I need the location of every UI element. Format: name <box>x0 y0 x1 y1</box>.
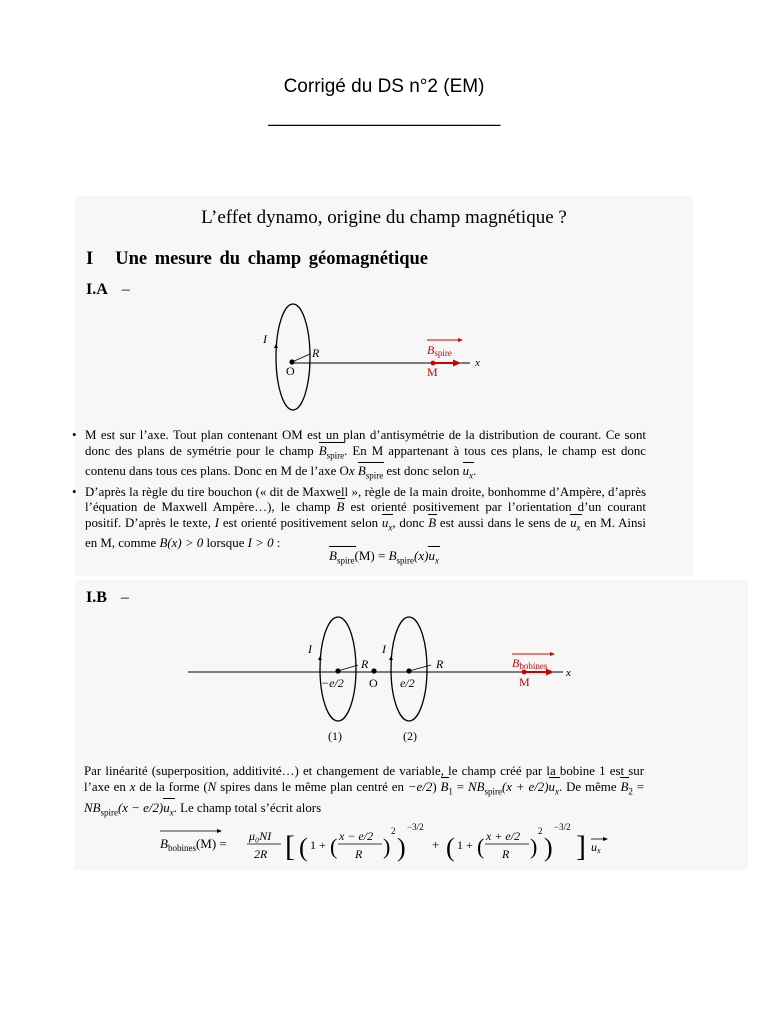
label-o2: O <box>369 676 378 690</box>
eq1-b2: B <box>388 548 397 563</box>
b1-sub: 1 <box>448 786 453 797</box>
b2-sub: 2 <box>628 786 633 797</box>
eq2-u: u <box>591 840 597 854</box>
b1-vector <box>441 779 449 795</box>
eq2-one-2: 1 + <box>457 838 473 852</box>
ux-vector-3 <box>570 516 580 536</box>
para-eq-2: = <box>632 780 645 794</box>
eq2-paren-open-1: ( <box>299 833 308 862</box>
subsection-b-heading <box>86 589 129 607</box>
linearity-paragraph <box>84 763 644 820</box>
b2-vector <box>620 779 628 795</box>
para-nb-2: NB <box>84 800 101 815</box>
bullet2-text-8: : <box>273 535 281 550</box>
b-symbol: B <box>318 443 327 458</box>
center-1 <box>335 668 340 673</box>
b-sub-2: spire <box>365 470 384 481</box>
u3-symbol: u <box>570 515 577 530</box>
radius-line-2 <box>409 665 431 671</box>
subsection-a-label: I.A <box>86 281 108 298</box>
label-coil-1: (1) <box>328 729 342 743</box>
eq1-ux <box>428 548 439 566</box>
bullet1-text-4: . <box>473 463 477 478</box>
bullet2-text-7: lorsque <box>203 535 248 550</box>
ux-vector <box>463 464 473 484</box>
para-text-5: . De même <box>559 780 621 794</box>
u2-symbol: u <box>381 515 389 530</box>
bullet2-text-3: est orienté positivement selon <box>219 515 382 530</box>
eq1-b-sub: spire <box>337 555 355 566</box>
b-spire-vector <box>319 444 344 464</box>
label-pos-e2: e/2 <box>400 676 415 690</box>
eq1-u-sub: x <box>434 555 439 566</box>
ux-vector-2 <box>382 516 392 536</box>
center-o <box>371 668 376 673</box>
section-heading <box>86 249 428 270</box>
eq2-ux <box>591 840 601 855</box>
para-u-sub-2: x <box>169 807 174 818</box>
b-bobines-overarrow-head <box>550 652 555 656</box>
radius-line <box>292 354 310 362</box>
bullet2-text-1: D’après la règle du tire bouchon (« dit de Maxwell », règle de la main droite, bonhomme d’Ampère, d’après l’équation de Maxwell Ampère…), le champ <box>85 484 646 515</box>
label-b: B <box>427 343 435 357</box>
condition-b: B(x) > 0 <box>159 535 204 550</box>
para-text-1: Par linéarité (superposition, additivité…) et changement de variable, le champ créé par la bobine 1 est sur l’axe en <box>84 764 644 794</box>
b-symbol-2: B <box>357 463 366 478</box>
para-u-2: u <box>163 800 170 815</box>
bullet2-text-4: , donc <box>392 515 429 530</box>
eq2-ux-overarrow-head <box>603 837 608 841</box>
eq2-paren-close-2: ) <box>544 833 553 862</box>
b1-symbol: B <box>440 780 449 794</box>
figure-bobines <box>180 612 590 748</box>
eq2-u-sub: x <box>597 846 601 855</box>
eq2-numerator: μ₀NI <box>249 829 272 843</box>
para-spire-2: spire <box>100 807 118 818</box>
label-r2: R <box>436 657 444 671</box>
bullet-list <box>71 428 646 552</box>
label-m: M <box>427 365 438 379</box>
label-i2: I <box>382 642 386 656</box>
u2-sub: x <box>388 522 393 533</box>
label-i: I <box>263 332 267 346</box>
u3-sub: x <box>576 522 581 533</box>
label-r: R <box>312 346 320 360</box>
x-symbol: x <box>348 463 355 478</box>
section-title: Une mesure du champ géomagnétique <box>115 249 428 269</box>
center-2 <box>406 668 411 673</box>
b-vector <box>337 500 345 516</box>
eq2-f2-den: R <box>502 847 510 861</box>
eq2-b-sub: bobines <box>167 843 196 853</box>
current-arrow <box>274 344 278 348</box>
para-u-1: u <box>548 780 555 794</box>
b-spire-vector-2 <box>358 464 383 484</box>
para-n: N <box>207 780 217 794</box>
bullet1-text-2: . En M appartenant à tous ces plans, le champ est donc contenu dans tous ces plans. Donc en M de l’axe O <box>85 443 647 478</box>
eq2-denominator: 2R <box>254 847 268 861</box>
eq2-inner-paren-close-1: ) <box>383 834 391 859</box>
para-text-4: ) <box>432 780 441 794</box>
b2-symbol: B <box>620 780 629 794</box>
bullet2-text-5: est aussi dans le sens de <box>436 515 571 530</box>
eq2-f2-num: x + e/2 <box>486 829 521 843</box>
label-neg-e2: −e/2 <box>321 676 344 690</box>
eq2-pow-2: −3/2 <box>554 822 571 832</box>
eq2-pow-1: −3/2 <box>407 822 424 832</box>
eq2-bracket-open: [ <box>285 830 295 863</box>
eq2-lhs <box>160 836 227 853</box>
subsection-b-dash: – <box>120 589 129 606</box>
para-arg-1: (x + e/2) <box>501 780 549 794</box>
eq2-arg-m: (M) = <box>195 836 227 851</box>
label-b2: B <box>512 656 520 670</box>
loop <box>276 304 310 410</box>
i-symbol: I <box>214 515 220 530</box>
subsection-a-heading <box>86 281 130 299</box>
eq1-arg-x: (x) <box>414 548 429 563</box>
label-i1: I <box>308 642 312 656</box>
subsection-a-dash: – <box>121 281 130 298</box>
bullet1-text-3: est donc selon <box>383 463 463 478</box>
eq2-plus: + <box>432 837 440 852</box>
label-r1: R <box>361 657 369 671</box>
eq2-inner-paren-open-2: ( <box>477 834 485 859</box>
label-b-bobines <box>512 656 548 671</box>
b-vector-2 <box>428 516 436 532</box>
subsection-b-label: I.B <box>86 589 107 606</box>
condition-i: I > 0 <box>247 535 274 550</box>
eq1-b: B <box>329 548 337 563</box>
u-sub: x <box>469 470 474 481</box>
para-nb-1: NB <box>467 780 485 794</box>
label-b-spire <box>427 343 452 358</box>
eq1-b2-sub: spire <box>396 555 415 566</box>
eq2-paren-close-1: ) <box>397 833 406 862</box>
eq2-square-1: 2 <box>391 826 396 836</box>
b-spire-overarrow-head <box>458 338 463 342</box>
eq2-paren-open-2: ( <box>446 833 455 862</box>
u-symbol: u <box>462 463 470 478</box>
radius-line-1 <box>338 665 358 671</box>
label-m2: M <box>519 675 530 689</box>
eq1-u: u <box>428 548 435 563</box>
para-center: −e/2 <box>407 780 433 794</box>
eq2-f1-num: x − e/2 <box>339 829 374 843</box>
eq2-one-1: 1 + <box>310 838 326 852</box>
section-number: I <box>86 249 94 269</box>
para-x: x <box>129 780 136 794</box>
label-x2: x <box>566 667 571 679</box>
eq2-square-2: 2 <box>538 826 543 836</box>
article-title: L’effet dynamo, origine du champ magnétique ? <box>201 207 567 228</box>
document-title: Corrigé du DS n°2 (EM) <box>283 76 485 97</box>
current-arrow-2 <box>389 656 393 660</box>
para-text-3: spires dans le même plan centré en <box>216 780 408 794</box>
eq1-arg-m: (M) = <box>354 548 389 563</box>
b-sub: spire <box>326 450 345 461</box>
label-b-sub: spire <box>434 348 452 358</box>
eq2-overarrow-head <box>217 829 222 833</box>
para-text-2: de la forme ( <box>135 780 208 794</box>
para-ux-1 <box>549 779 559 800</box>
field-arrowhead <box>453 360 461 367</box>
label-o: O <box>286 364 295 378</box>
eq2-b: B <box>160 836 168 851</box>
equation-b-spire <box>0 548 768 566</box>
equation-b-bobines <box>158 818 618 874</box>
bullet2-text-6: en M. Ainsi en M, comme <box>85 515 647 550</box>
eq1-b-vector <box>329 548 354 566</box>
label-b2-sub: bobines <box>519 661 548 671</box>
para-eq-1: = <box>452 780 468 794</box>
bullet2-text-2: est orienté positivement par l’orientation d’un courant positif. D’après le texte, <box>85 500 646 530</box>
eq2-bracket-close: ] <box>576 830 586 863</box>
current-arrow-1 <box>318 656 322 660</box>
bullet-orientation <box>71 485 646 552</box>
para-arg-2: (x − e/2) <box>117 800 164 815</box>
figure-spire <box>255 300 495 416</box>
para-text-6: . Le champ total s’écrit alors <box>173 800 322 815</box>
eq2-inner-paren-open-1: ( <box>330 834 338 859</box>
para-spire-1: spire <box>484 786 502 797</box>
label-x: x <box>475 357 480 369</box>
label-coil-2: (2) <box>403 729 417 743</box>
bullet1-text-1: M est sur l’axe. Tout plan contenant OM est un plan d’antisymétrie de la distribution de courant. Ce sont donc des plans de symétrie pour le champ <box>85 428 646 458</box>
title-underline: _______________________ <box>268 106 500 127</box>
bullet-symmetry <box>71 428 646 484</box>
para-u-sub-1: x <box>555 786 559 797</box>
b2-symbol-2: B <box>428 515 437 530</box>
b2-symbol: B <box>336 500 345 515</box>
eq2-f1-den: R <box>355 847 363 861</box>
eq2-inner-paren-close-2: ) <box>530 834 538 859</box>
